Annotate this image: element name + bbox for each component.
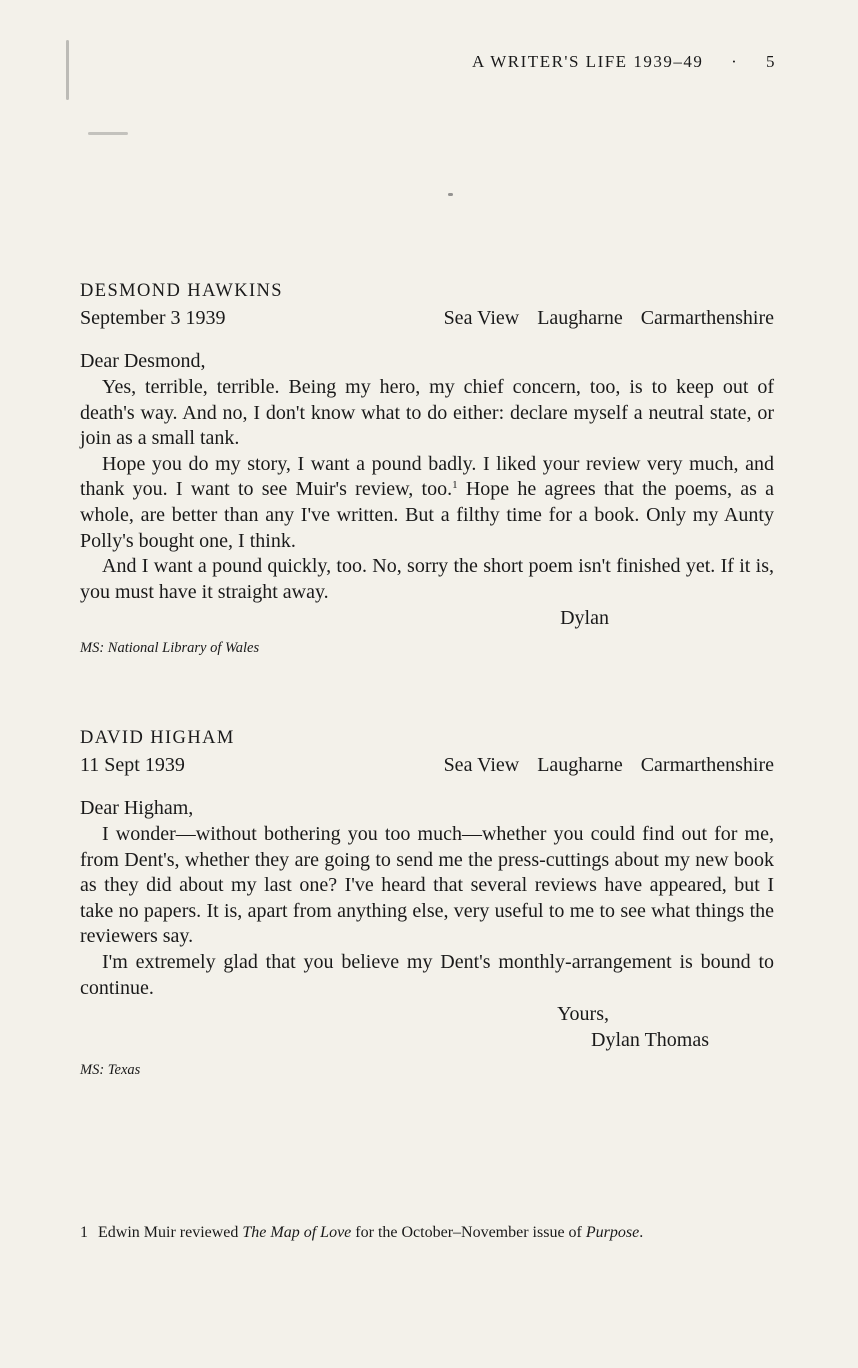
salutation: Dear Higham,: [80, 797, 194, 819]
address-line: Carmarthenshire: [640, 754, 774, 776]
letter-desmond-hawkins: [80, 278, 774, 657]
signature: Dylan Thomas: [591, 1029, 709, 1052]
address-line: Laugharne: [537, 754, 623, 776]
letter-paragraph: I'm extremely glad that you believe my Dent's monthly-arrangement is bound to continue.: [80, 950, 774, 999]
footnote-text: for the October–November issue of: [351, 1224, 586, 1241]
signature: Dylan: [560, 607, 609, 630]
paragraph-text: Hope he agrees that the poems, as a whole, are better than any I've written. But a filthy time for a book. Only my Aunty Polly's bought one, I think.: [80, 478, 775, 552]
address-line: Sea View: [443, 307, 520, 329]
letter-address: [426, 304, 774, 332]
page-mark: [88, 132, 128, 135]
letter-paragraph: I wonder—without bothering you too much—whether you could find out for me, from Dent's, whether they are going to send me the press-cuttings about my new book as they did about my last one? I've heard that several reviews have appeared, but I take no papers. It is, apart from anything else, very useful to me to see what things the reviewers say.: [80, 823, 774, 948]
dateline: [80, 751, 774, 779]
letter-paragraph: And I want a pound quickly, too. No, sorry the short poem isn't finished yet. If it is, you must have it straight away.: [80, 555, 774, 603]
paragraph-text: Hope you do my story, I want a pound badly. I liked your review very much, and thank you. I want to see Muir's review, too.: [80, 452, 774, 501]
footnote-text: Edwin Muir reviewed: [98, 1224, 243, 1241]
footnote-number: 1: [80, 1224, 88, 1241]
letter-date: September 3 1939: [80, 307, 226, 329]
page-number: 5: [766, 52, 776, 71]
manuscript-source: MS: National Library of Wales: [80, 640, 260, 657]
manuscript-source: MS: Texas: [80, 1062, 141, 1079]
salutation: Dear Desmond,: [80, 350, 206, 372]
dateline: [80, 304, 774, 332]
footnote-text: .: [639, 1224, 644, 1241]
recipient-heading: DAVID HIGHAM: [80, 728, 235, 748]
page-mark: [66, 40, 69, 100]
letter-paragraph: [80, 452, 774, 554]
running-title: A WRITER'S LIFE 1939–49: [471, 52, 704, 71]
letter-paragraph: Yes, terrible, terrible. Being my hero, my chief concern, too, is to keep out of death's way. And no, I don't know what to do either: declare myself a neutral state, or join as a small tank.: [80, 376, 774, 450]
address-line: Carmarthenshire: [640, 307, 774, 329]
footnote-ref: 1: [452, 479, 458, 492]
letter-david-higham: [80, 725, 774, 1079]
letter-address: [426, 751, 774, 779]
footnote: [80, 1224, 780, 1242]
page-mark: [448, 193, 453, 196]
footnote-journal-title: Purpose: [585, 1224, 640, 1241]
closing: Yours,: [557, 1003, 609, 1026]
address-line: Sea View: [443, 754, 520, 776]
letter-date: 11 Sept 1939: [80, 754, 185, 776]
recipient-heading: DESMOND HAWKINS: [80, 281, 283, 301]
footnote-book-title: The Map of Love: [242, 1224, 352, 1241]
header-separator: ·: [731, 52, 739, 71]
address-line: Laugharne: [537, 307, 623, 329]
running-head: [472, 52, 776, 72]
